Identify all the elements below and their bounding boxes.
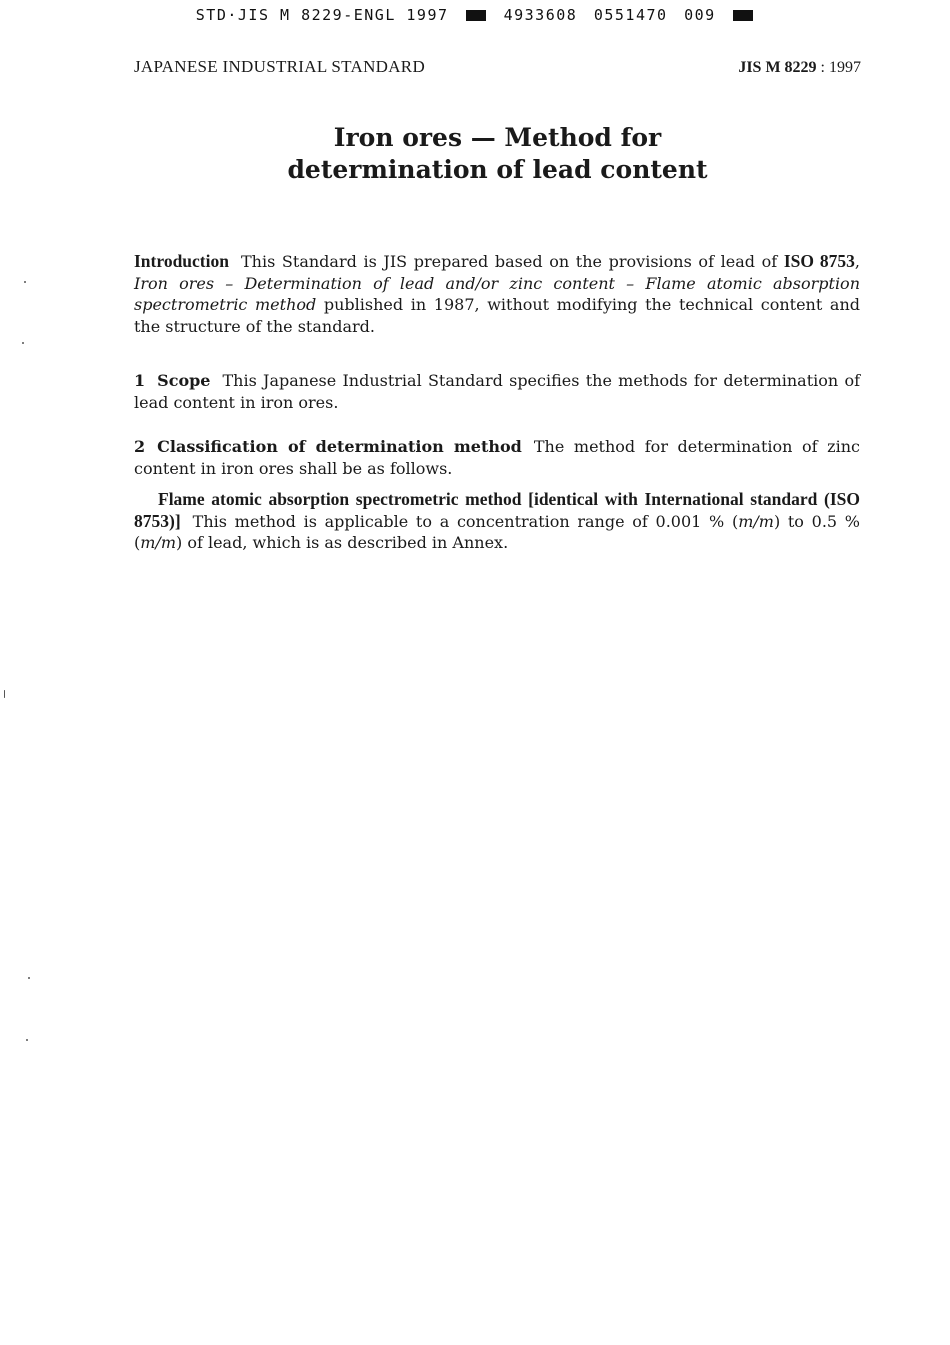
scope-heading: Scope [157,371,211,390]
classification-number: 2 [134,437,146,456]
document-stamp [0,6,950,24]
header-jis-number: JIS M 8229 [738,59,817,76]
scope-number: 1 [134,371,146,390]
flame-text-3: ) of lead, which is as described in Annex. [175,533,509,552]
title-line-2: determination of lead content [287,155,708,184]
scan-speck [24,281,26,283]
intro-iso-ref: ISO 8753 [783,251,855,271]
scan-speck [22,342,24,344]
scope-paragraph [134,370,860,413]
flame-text-2: ) to 0.5 % ( [134,511,860,552]
scan-speck [26,1039,28,1041]
stamp-code-3: 009 [684,6,716,24]
flame-unit-2: m/m [140,533,176,552]
header-standard-label: JAPANESE INDUSTRIAL STANDARD [134,57,426,76]
classification-paragraph [134,436,860,479]
intro-iso-title: Iron ores – Determination of lead and/or zinc content – Flame atomic absorption spectrometric method [134,273,860,314]
intro-text-3: published in 1987, without modifying the technical content and the structure of the standard. [134,295,860,336]
stamp-doc-id: STD·JIS M 8229-ENGL 1997 [195,6,449,24]
stamp-block-mark-end [733,10,753,21]
introduction-heading: Introduction [134,251,229,271]
intro-text-1: This Standard is JIS prepared based on the provisions of lead of [240,252,784,271]
stamp-code-1: 4933608 [503,6,578,24]
scan-speck [4,690,5,698]
header-year: : 1997 [816,59,861,76]
title-line-1: Iron ores — Method for [333,123,662,152]
page-title [0,122,950,186]
stamp-block-mark [466,10,486,21]
intro-text-2: , [854,252,861,271]
flame-method-heading: Flame atomic absorption spectrometric method [identical with International standard (ISO 8753)] [134,489,860,531]
introduction-paragraph [134,251,860,337]
scope-text: This Japanese Industrial Standard specifies the methods for determination of lead content in iron ores. [134,371,860,412]
flame-text-1: This method is applicable to a concentration range of 0.001 % ( [192,511,739,531]
classification-text: The method for determination of zinc content in iron ores shall be as follows. [134,437,860,478]
stamp-code-2: 0551470 [593,6,668,24]
classification-heading: Classification of determination method [157,437,522,456]
header-standard-number [738,59,861,77]
flame-unit-1: m/m [738,511,774,531]
flame-method-paragraph [134,489,860,554]
scan-speck [28,977,30,979]
